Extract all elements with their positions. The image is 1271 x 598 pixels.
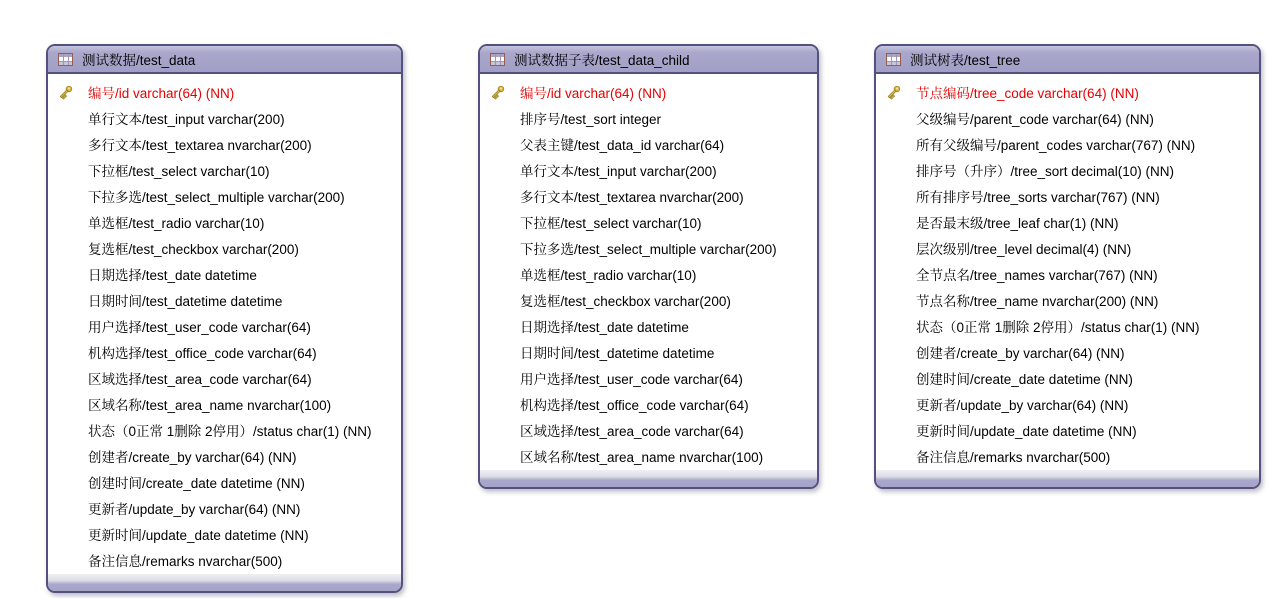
table-header[interactable] — [48, 46, 401, 74]
primary-key-icon — [489, 84, 506, 101]
field-label: 用户选择/test_user_code varchar(64) — [88, 320, 311, 335]
field-icon-cell — [876, 240, 916, 257]
primary-key-icon — [57, 84, 74, 101]
field-icon-cell — [480, 162, 520, 179]
field-label: 备注信息/remarks nvarchar(500) — [916, 450, 1111, 465]
table-title: 测试数据子表/test_data_child — [514, 53, 690, 68]
field-label: 编号/id varchar(64) (NN) — [520, 86, 667, 101]
field-icon-cell — [48, 370, 88, 387]
table-header[interactable] — [480, 46, 817, 74]
field-icon-cell — [876, 266, 916, 283]
field-label: 父表主键/test_data_id varchar(64) — [520, 138, 725, 153]
table-title: 测试树表/test_tree — [910, 53, 1021, 68]
field-row[interactable] — [480, 365, 817, 391]
field-label: 单行文本/test_input varchar(200) — [88, 112, 285, 127]
field-label: 单选框/test_radio varchar(10) — [88, 216, 265, 231]
field-icon-cell — [48, 240, 88, 257]
table-grid-icon — [58, 53, 73, 66]
field-icon-cell — [48, 526, 88, 543]
field-icon-cell — [876, 370, 916, 387]
table-title: 测试数据/test_data — [82, 53, 196, 68]
field-icon-cell — [48, 552, 88, 569]
field-icon-cell — [876, 110, 916, 127]
field-label: 节点名称/tree_name nvarchar(200) (NN) — [916, 294, 1159, 309]
table-fields — [876, 74, 1259, 470]
field-row[interactable] — [876, 339, 1259, 365]
field-label: 创建时间/create_date datetime (NN) — [916, 372, 1133, 387]
field-row[interactable] — [876, 365, 1259, 391]
field-row[interactable] — [480, 391, 817, 417]
field-label: 区域名称/test_area_name nvarchar(100) — [88, 398, 332, 413]
field-label: 多行文本/test_textarea nvarchar(200) — [88, 138, 312, 153]
field-row[interactable] — [876, 157, 1259, 183]
field-icon-cell — [480, 344, 520, 361]
field-label: 日期时间/test_datetime datetime — [88, 294, 283, 309]
field-icon-cell — [48, 318, 88, 335]
field-row[interactable] — [480, 339, 817, 365]
field-row[interactable] — [48, 157, 401, 183]
field-row[interactable] — [876, 287, 1259, 313]
field-label: 区域名称/test_area_name nvarchar(100) — [520, 450, 764, 465]
field-icon-cell — [48, 162, 88, 179]
table-grid-icon — [490, 53, 505, 66]
field-row[interactable] — [480, 235, 817, 261]
field-row[interactable] — [480, 313, 817, 339]
field-label: 备注信息/remarks nvarchar(500) — [88, 554, 283, 569]
field-row[interactable] — [48, 183, 401, 209]
field-icon-cell — [876, 84, 916, 101]
field-label: 单行文本/test_input varchar(200) — [520, 164, 717, 179]
field-label: 更新者/update_by varchar(64) (NN) — [88, 502, 301, 517]
field-icon-cell — [876, 188, 916, 205]
field-label: 下拉框/test_select varchar(10) — [88, 164, 270, 179]
field-icon-cell — [480, 110, 520, 127]
field-label: 状态（0正常 1删除 2停用）/status char(1) (NN) — [88, 424, 372, 439]
field-row[interactable] — [480, 183, 817, 209]
field-label: 编号/id varchar(64) (NN) — [88, 86, 235, 101]
field-label: 创建者/create_by varchar(64) (NN) — [88, 450, 297, 465]
field-label: 日期选择/test_date datetime — [520, 320, 689, 335]
field-icon-cell — [48, 474, 88, 491]
field-row[interactable] — [48, 79, 401, 105]
field-row[interactable] — [48, 287, 401, 313]
field-icon-cell — [876, 318, 916, 335]
field-label: 创建者/create_by varchar(64) (NN) — [916, 346, 1125, 361]
field-icon-cell — [876, 396, 916, 413]
field-label: 是否最末级/tree_leaf char(1) (NN) — [916, 216, 1119, 231]
field-label: 排序号（升序）/tree_sort decimal(10) (NN) — [916, 164, 1175, 179]
field-label: 下拉框/test_select varchar(10) — [520, 216, 702, 231]
field-icon-cell — [48, 266, 88, 283]
field-row[interactable] — [876, 183, 1259, 209]
field-row[interactable] — [876, 417, 1259, 443]
field-label: 复选框/test_checkbox varchar(200) — [520, 294, 731, 309]
field-row[interactable] — [48, 131, 401, 157]
field-row[interactable] — [48, 235, 401, 261]
field-row[interactable] — [480, 157, 817, 183]
field-icon-cell — [480, 396, 520, 413]
field-icon-cell — [48, 188, 88, 205]
field-label: 用户选择/test_user_code varchar(64) — [520, 372, 743, 387]
field-row[interactable] — [48, 443, 401, 469]
field-icon-cell — [876, 344, 916, 361]
table-footer — [876, 470, 1259, 487]
field-label: 下拉多选/test_select_multiple varchar(200) — [88, 190, 345, 205]
field-row[interactable] — [876, 209, 1259, 235]
field-icon-cell — [48, 500, 88, 517]
field-icon-cell — [876, 448, 916, 465]
field-label: 层次级别/tree_level decimal(4) (NN) — [916, 242, 1132, 257]
field-icon-cell — [48, 84, 88, 101]
field-row[interactable] — [480, 209, 817, 235]
table-grid-icon — [886, 53, 901, 66]
field-icon-cell — [480, 136, 520, 153]
field-icon-cell — [48, 292, 88, 309]
field-label: 机构选择/test_office_code varchar(64) — [520, 398, 749, 413]
field-icon-cell — [48, 110, 88, 127]
field-icon-cell — [48, 136, 88, 153]
table-fields — [480, 74, 817, 470]
field-icon-cell — [876, 292, 916, 309]
field-label: 日期时间/test_datetime datetime — [520, 346, 715, 361]
field-row[interactable] — [876, 131, 1259, 157]
field-label: 多行文本/test_textarea nvarchar(200) — [520, 190, 744, 205]
field-label: 区域选择/test_area_code varchar(64) — [520, 424, 744, 439]
field-label: 创建时间/create_date datetime (NN) — [88, 476, 305, 491]
field-icon-cell — [480, 188, 520, 205]
field-label: 复选框/test_checkbox varchar(200) — [88, 242, 299, 257]
field-icon-cell — [480, 266, 520, 283]
field-label: 所有父级编号/parent_codes varchar(767) (NN) — [916, 138, 1196, 153]
field-icon-cell — [480, 240, 520, 257]
field-row[interactable] — [48, 521, 401, 547]
field-row[interactable] — [48, 391, 401, 417]
field-icon-cell — [480, 318, 520, 335]
primary-key-icon — [885, 84, 902, 101]
field-icon-cell — [48, 396, 88, 413]
field-row[interactable] — [480, 105, 817, 131]
field-row[interactable] — [48, 469, 401, 495]
field-label: 日期选择/test_date datetime — [88, 268, 257, 283]
field-row[interactable] — [48, 209, 401, 235]
field-icon-cell — [876, 136, 916, 153]
field-row[interactable] — [48, 417, 401, 443]
field-icon-cell — [48, 344, 88, 361]
field-label: 状态（0正常 1删除 2停用）/status char(1) (NN) — [916, 320, 1200, 335]
table-card-test-data-child[interactable] — [478, 44, 819, 489]
field-row[interactable] — [48, 339, 401, 365]
field-row[interactable] — [48, 365, 401, 391]
field-row[interactable] — [876, 261, 1259, 287]
table-footer — [48, 574, 401, 591]
field-label: 父级编号/parent_code varchar(64) (NN) — [916, 112, 1154, 127]
field-row[interactable] — [480, 261, 817, 287]
field-label: 更新时间/update_date datetime (NN) — [916, 424, 1137, 439]
table-footer — [480, 470, 817, 487]
field-label: 区域选择/test_area_code varchar(64) — [88, 372, 312, 387]
field-icon-cell — [480, 422, 520, 439]
field-label: 排序号/test_sort integer — [520, 112, 662, 127]
field-icon-cell — [48, 422, 88, 439]
field-row[interactable] — [876, 443, 1259, 469]
field-icon-cell — [480, 370, 520, 387]
field-icon-cell — [876, 422, 916, 439]
field-label: 单选框/test_radio varchar(10) — [520, 268, 697, 283]
table-card-test-tree[interactable] — [874, 44, 1261, 489]
field-icon-cell — [48, 214, 88, 231]
field-label: 下拉多选/test_select_multiple varchar(200) — [520, 242, 777, 257]
field-label: 更新时间/update_date datetime (NN) — [88, 528, 309, 543]
table-header[interactable] — [876, 46, 1259, 74]
field-row[interactable] — [480, 131, 817, 157]
field-row[interactable] — [48, 547, 401, 573]
field-row[interactable] — [876, 391, 1259, 417]
field-row[interactable] — [876, 313, 1259, 339]
field-row[interactable] — [48, 313, 401, 339]
field-row[interactable] — [48, 261, 401, 287]
field-label: 全节点名/tree_names varchar(767) (NN) — [916, 268, 1158, 283]
field-label: 机构选择/test_office_code varchar(64) — [88, 346, 317, 361]
field-icon-cell — [48, 448, 88, 465]
table-fields — [48, 74, 401, 574]
field-icon-cell — [876, 214, 916, 231]
field-label: 更新者/update_by varchar(64) (NN) — [916, 398, 1129, 413]
field-icon-cell — [480, 214, 520, 231]
field-icon-cell — [480, 448, 520, 465]
field-label: 节点编码/tree_code varchar(64) (NN) — [916, 86, 1139, 101]
field-label: 所有排序号/tree_sorts varchar(767) (NN) — [916, 190, 1160, 205]
field-row[interactable] — [48, 105, 401, 131]
field-row[interactable] — [876, 105, 1259, 131]
field-icon-cell — [876, 162, 916, 179]
field-row[interactable] — [48, 495, 401, 521]
field-row[interactable] — [876, 235, 1259, 261]
field-row[interactable] — [480, 287, 817, 313]
field-icon-cell — [480, 292, 520, 309]
field-row[interactable] — [480, 417, 817, 443]
field-row[interactable] — [480, 79, 817, 105]
field-row[interactable] — [480, 443, 817, 469]
field-row[interactable] — [876, 79, 1259, 105]
table-card-test-data[interactable] — [46, 44, 403, 593]
field-icon-cell — [480, 84, 520, 101]
